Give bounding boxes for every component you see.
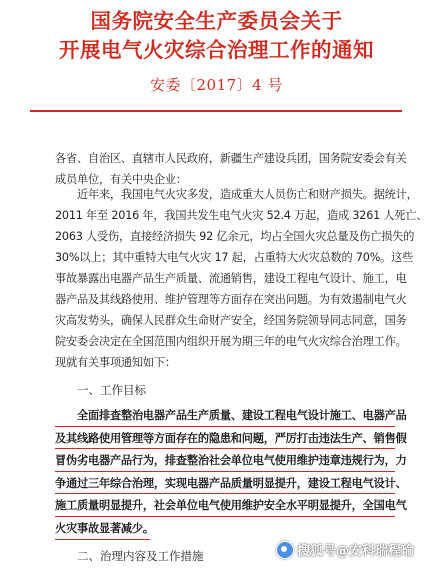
red-header-rule	[30, 110, 402, 112]
body-line: 事故暴露出电器产品生产质量、流通销售，建设工程电气设计、施工，电	[55, 272, 407, 285]
document-title-line-2: 开展电气火灾综合治理工作的通知	[59, 38, 374, 62]
section-heading-goals: 一、工作目标	[77, 383, 146, 397]
source-watermark	[270, 540, 414, 559]
body-line: 2063 人受伤，直接经济损失 92 亿余元，均占全国火灾总量及伤亡损失的	[55, 230, 415, 243]
body-line: 院安委会决定在全国范围内组织开展为期三年的电气火灾综合治理工作。	[55, 335, 407, 348]
highlighted-line: 全面排查整治电器产品生产质量、建设工程电气设计施工、电器产品	[55, 406, 395, 427]
section-heading-measures: 二、治理内容及工作措施	[77, 549, 204, 563]
body-line: 灾高发势头，确保人民群众生命财产安全，经国务院领导同志同意，国务	[55, 314, 407, 327]
document-number: 安委〔2017〕4 号	[150, 76, 283, 94]
body-paragraph	[55, 184, 428, 373]
highlighted-line: 火灾事故显著减少。	[55, 519, 150, 540]
sohu-logo-icon	[276, 541, 294, 559]
highlighted-line: 及其线路使用管理等方面存在的隐患和问题，严厉打击违法生产、销售假	[55, 429, 395, 450]
highlighted-goal-paragraph	[55, 406, 407, 542]
highlighted-line: 冒伪劣电器产品行为，排查整治社会单位电气使用维护违章违规行为，力	[55, 451, 395, 472]
watermark-text: 搜狐号@安科瑞程瑜	[297, 544, 415, 559]
body-line: 器产品及其线路使用、维护管理等方面存在突出问题。为有效遏制电气火	[55, 293, 407, 306]
addressee-line: 各省、自治区、直辖市人民政府，新疆生产建设兵团，国务院安委会有关	[55, 152, 407, 165]
highlighted-line: 争通过三年综合治理，实现电器产品质量明显提升，建设工程电气设计、	[55, 474, 395, 495]
highlighted-line: 施工质量明显提升，社会单位电气使用维护安全水平明显提升，全国电气	[55, 496, 395, 517]
addressee-line: 成员单位，有关中央企业：	[55, 173, 187, 186]
document-title-line-1: 国务院安全生产委员会关于	[90, 9, 343, 33]
body-line: 近年来，我国电气火灾多发，造成重大人员伤亡和财产损失。据统计，	[77, 188, 418, 201]
body-line: 2011 年至 2016 年，我国共发生电气火灾 52.4 万起，造成 3261 人死亡、	[55, 209, 428, 222]
body-line: 30%以上；其中重特大电气火灾 17 起，占重特大火灾总数的 70%。这些	[55, 251, 414, 264]
body-line: 现就有关事项通知如下：	[55, 356, 176, 369]
